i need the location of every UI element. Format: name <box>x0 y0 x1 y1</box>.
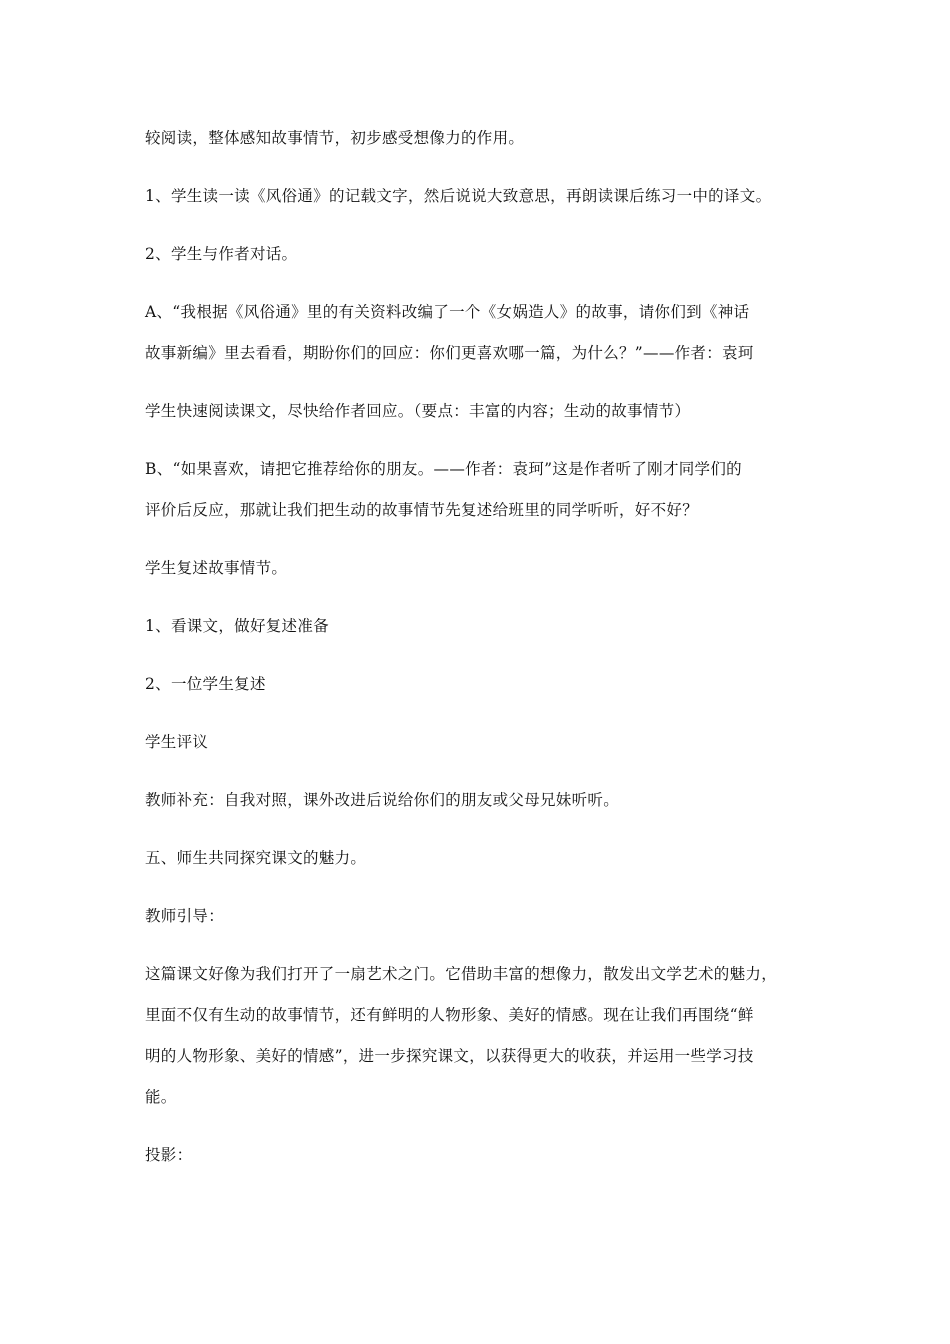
text-line-15: 教师引导： <box>145 907 225 925</box>
text-line-18: 明的人物形象、美好的情感”，进一步探究课文，以获得更大的收获，并运用一些学习技 <box>145 1047 754 1065</box>
text-line-10: 1、看课文，做好复述准备 <box>145 617 329 635</box>
text-line-6: 学生快速阅读课文，尽快给作者回应。（要点：丰富的内容；生动的故事情节） <box>145 402 691 420</box>
text-line-8: 评价后反应，那就让我们把生动的故事情节先复述给班里的同学听听，好不好？ <box>145 501 699 519</box>
text-line-7: B、“如果喜欢，请把它推荐给你的朋友。——作者：袁珂”这是作者听了刚才同学们的 <box>145 460 742 478</box>
text-line-13: 教师补充：自我对照，课外改进后说给你们的朋友或父母兄妹听听。 <box>145 791 620 809</box>
text-line-12: 学生评议 <box>145 733 209 751</box>
text-line-1: 较阅读，整体感知故事情节，初步感受想像力的作用。 <box>145 129 525 147</box>
text-line-9: 学生复述故事情节。 <box>145 559 288 577</box>
text-line-19: 能。 <box>145 1088 177 1106</box>
text-line-11: 2、一位学生复述 <box>145 675 266 693</box>
text-line-20: 投影： <box>145 1146 193 1164</box>
text-line-14: 五、师生共同探究课文的魅力。 <box>145 849 367 867</box>
text-line-4: A、“我根据《风俗通》里的有关资料改编了一个《女娲造人》的故事，请你们到《神话 <box>145 303 750 321</box>
text-line-17: 里面不仅有生动的故事情节，还有鲜明的人物形象、美好的情感。现在让我们再围绕“鲜 <box>145 1006 754 1024</box>
text-line-16: 这篇课文好像为我们打开了一扇艺术之门。它借助丰富的想像力，散发出文学艺术的魅力， <box>145 965 778 983</box>
text-line-3: 2、学生与作者对话。 <box>145 245 298 263</box>
text-line-2: 1、学生读一读《风俗通》的记载文字，然后说说大致意思，再朗读课后练习一中的译文。 <box>145 187 772 205</box>
text-line-5: 故事新编》里去看看，期盼你们的回应：你们更喜欢哪一篇，为什么？”——作者：袁珂 <box>145 344 754 362</box>
